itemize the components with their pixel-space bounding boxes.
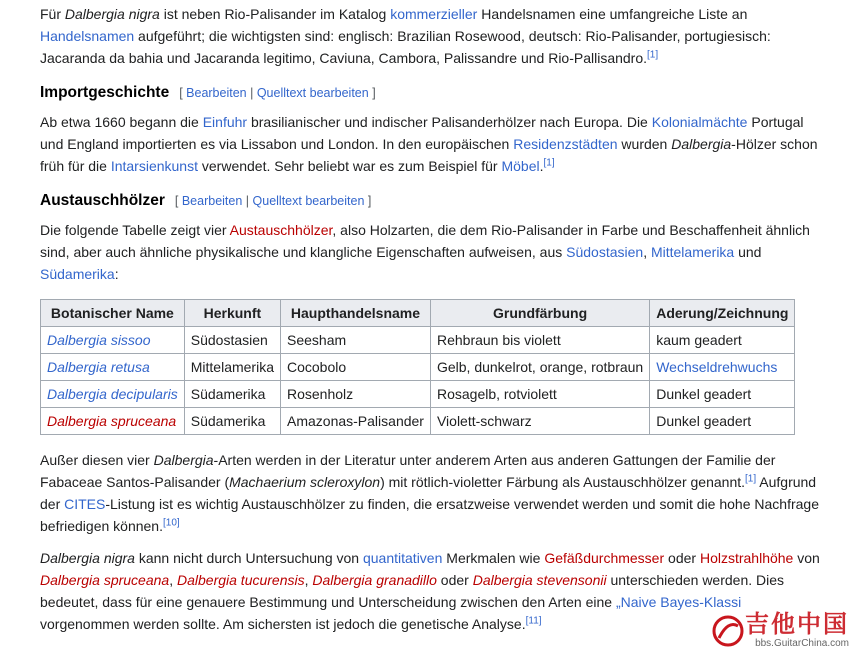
table-cell: Rosagelb, rotviolett: [430, 381, 649, 408]
link-wechseldrehwuchs[interactable]: Wechseldrehwuchs: [656, 359, 778, 375]
table-cell: Rehbraun bis violett: [430, 327, 649, 354]
table-cell: Cocobolo: [281, 354, 431, 381]
link-handelsnamen[interactable]: Handelsnamen: [40, 28, 135, 44]
link-suedostasien[interactable]: Südostasien: [566, 244, 644, 260]
edit-source-link[interactable]: Quelltext bearbeiten: [256, 86, 369, 100]
edit-section-links: [ Bearbeiten | Quelltext bearbeiten ]: [174, 194, 372, 208]
table-cell: Mittelamerika: [184, 354, 280, 381]
identification-paragraph: Dalbergia nigra kann nicht durch Untersuchung von quantitativen Merkmalen wie Gefäßdurchmesser oder Holzstrahlhöhe von Dalbergia spruceana, Dalbergia tucurensis, Dalbergia granadillo oder Dalbergia stevensonii unterschieden werden. Dies bedeutet, dass für eine genauere Bestimmung und Unterscheidung zwischen den Arten eine „Naive Bayes-Klassi vorgenommen werden sollte. Am sichersten ist jedoch die genetische Analyse.[11]: [40, 550, 820, 632]
table-cell: Violett-schwarz: [430, 408, 649, 435]
table-row: [41, 381, 795, 408]
intro-paragraph: Für Dalbergia nigra ist neben Rio-Palisander im Katalog kommerzieller Handelsnamen eine umfangreiche Liste an Handelsnamen aufgeführt; die wichtigsten sind: englisch: Brazilian Rosewood, deutsch: Rio-Palisander, portugiesisch: Jacaranda da bahia und Jacaranda legitimo, Caviuna, Cambora, Palissandre und Rio-Pallisandro.[1]: [40, 6, 771, 66]
reference-10[interactable]: [10]: [163, 517, 180, 529]
species-link[interactable]: Dalbergia spruceana: [40, 572, 170, 588]
table-header-row: [41, 300, 795, 327]
table-row: [41, 408, 795, 435]
link-mittelamerika[interactable]: Mittelamerika: [650, 244, 735, 260]
species-link[interactable]: Dalbergia sissoo: [47, 332, 151, 348]
article-content: [40, 3, 830, 645]
species-link[interactable]: Dalbergia decipularis: [47, 386, 178, 402]
link-naive-bayes[interactable]: „Naive Bayes-Klassi: [615, 594, 742, 610]
link-gefaessdurchmesser[interactable]: Gefäßdurchmesser: [544, 550, 665, 566]
column-header: Herkunft: [184, 300, 280, 327]
column-header: Grundfärbung: [430, 300, 649, 327]
link-suedamerika[interactable]: Südamerika: [40, 266, 115, 282]
table-cell: kaum geadert: [650, 327, 795, 354]
austauschhoelzer-table: [40, 299, 795, 435]
edit-source-link[interactable]: Quelltext bearbeiten: [252, 194, 365, 208]
reference-1[interactable]: [1]: [543, 157, 555, 169]
watermark-url: bbs.GuitarChina.com: [755, 638, 849, 649]
austausch-paragraph: Die folgende Tabelle zeigt vier Austauschhölzer, also Holzarten, die dem Rio-Palisander in Farbe und Beschaffenheit ähnlich sind, aber auch ähnliche physikalische und klangliche Eigenschaften aufweisen, aus Südostasien, Mittelamerika und Südamerika:: [40, 222, 810, 282]
edit-link[interactable]: Bearbeiten: [181, 194, 243, 208]
heading-austauschhoelzer: Austauschhölzer [ Bearbeiten | Quelltext bearbeiten ]: [40, 192, 372, 209]
column-header: Botanischer Name: [41, 300, 185, 327]
species-link[interactable]: Dalbergia stevensonii: [472, 572, 607, 588]
table-cell: Dunkel geadert: [650, 408, 795, 435]
table-cell: Amazonas-Palisander: [281, 408, 431, 435]
table-cell: Seesham: [281, 327, 431, 354]
link-holzstrahlhoehe[interactable]: Holzstrahlhöhe: [699, 550, 794, 566]
heading-importgeschichte: Importgeschichte [ Bearbeiten | Quelltext bearbeiten ]: [40, 84, 376, 101]
table-cell: Dunkel geadert: [650, 381, 795, 408]
species-link[interactable]: Dalbergia spruceana: [47, 413, 177, 429]
edit-link[interactable]: Bearbeiten: [186, 86, 247, 100]
species-link[interactable]: Dalbergia retusa: [47, 359, 150, 375]
table-cell: Südamerika: [184, 381, 280, 408]
table-row: [41, 354, 795, 381]
link-residenzstaedte[interactable]: Residenzstädten: [513, 136, 618, 152]
link-moebel[interactable]: Möbel: [501, 158, 540, 174]
species-name: Dalbergia nigra: [64, 6, 160, 22]
link-kommerziell[interactable]: kommerzieller: [390, 6, 478, 22]
species-link[interactable]: Dalbergia granadillo: [312, 572, 437, 588]
column-header: Haupthandelsname: [281, 300, 431, 327]
species-link[interactable]: Dalbergia tucurensis: [176, 572, 305, 588]
reference-11[interactable]: [11]: [525, 615, 542, 627]
table-cell: Südamerika: [184, 408, 280, 435]
link-cites[interactable]: CITES: [64, 496, 106, 512]
table-cell: Südostasien: [184, 327, 280, 354]
import-paragraph: Ab etwa 1660 begann die Einfuhr brasilianischer und indischer Palisanderhölzer nach Europa. Die Kolonialmächte Portugal und England importierten es via Lissabon und London. In den europäischen Residenzstädten wurden Dalbergia-Hölzer schon früh für die Intarsienkunst verwendet. Sehr beliebt war es zum Beispiel für Möbel.[1]: [40, 114, 818, 174]
after-table-paragraph: Außer diesen vier Dalbergia-Arten werden in der Literatur unter anderem Arten aus anderen Gattungen der Familie der Fabaceae Santos-Palisander (Machaerium scleroxylon) mit rötlich-violetter Färbung als Austauschhölzer genannt.[1] Aufgrund der CITES-Listung ist es wichtig Austauschhölzer zu finden, die ersatzweise verwendet werden und somit die hohe Nachfrage befriedigen können.[10]: [40, 452, 819, 534]
table-cell: Rosenholz: [281, 381, 431, 408]
link-einfuhr[interactable]: Einfuhr: [202, 114, 248, 130]
column-header: Aderung/Zeichnung: [650, 300, 795, 327]
link-austauschhoelzer[interactable]: Austauschhölzer: [229, 222, 333, 238]
edit-section-links: [ Bearbeiten | Quelltext bearbeiten ]: [179, 86, 376, 100]
link-quantitativ[interactable]: quantitativen: [362, 550, 443, 566]
table-cell: Gelb, dunkelrot, orange, rotbraun: [430, 354, 649, 381]
watermark-text: 吉他中国: [745, 611, 849, 638]
link-kolonialmaechte[interactable]: Kolonialmächte: [651, 114, 748, 130]
reference-1[interactable]: [1]: [647, 49, 659, 61]
reference-1[interactable]: [1]: [745, 473, 757, 485]
link-intarsienkunst[interactable]: Intarsienkunst: [110, 158, 198, 174]
table-row: [41, 327, 795, 354]
